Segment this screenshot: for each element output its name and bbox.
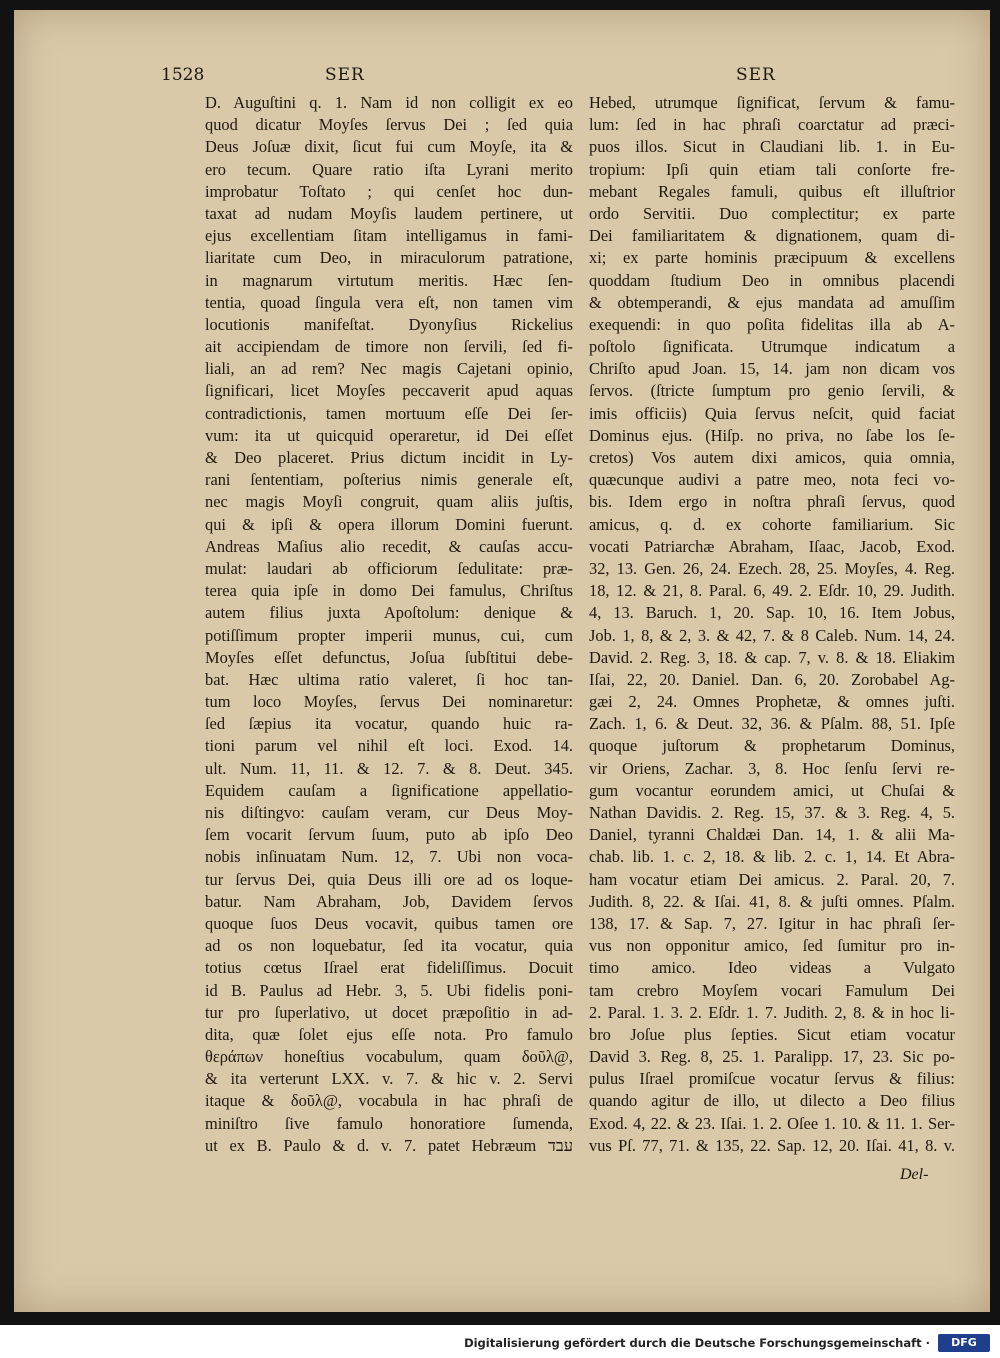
left-column-line: mulat: laudari ab officiorum ſedulitate: præ- (205, 558, 573, 578)
left-column-line: potiſſimum propter imperii munus, cui, cum (205, 625, 573, 645)
footer-credit-text: Digitalisierung gefördert durch die Deutsche Forschungsgemeinschaft · (464, 1336, 930, 1350)
right-column-line: Chriſto apud Joan. 15, 14. jam non dicam vos (589, 359, 955, 379)
right-column-line: 2. Paral. 1. 3. 2. Eſdr. 1. 7. Judith. 2, 8. & in hoc li- (589, 1002, 955, 1022)
left-column-line: taxat ad nudam Moyſis laudem pertinere, ut (205, 203, 573, 223)
left-column-line: ait accipiendam de timore non ſervili, ſed fi- (205, 337, 573, 357)
right-column-line: amicus, q. d. ex cohorte familiarium. Sic (589, 514, 955, 534)
right-column-line: 4, 13. Baruch. 1, 20. Sap. 10, 16. Item Jobus, (589, 603, 955, 623)
right-column-line: timo amico. Ideo videas a Vulgato (589, 958, 955, 978)
left-column-line: autem filius juxta Apoſtolum: denique & (205, 603, 573, 623)
right-column-line: quoque juſtorum & prophetarum Dominus, (589, 736, 955, 756)
right-column-line: quæcunque audivi a patre meo, nota feci vo- (589, 470, 955, 490)
right-column-line: 138, 17. & Sap. 7, 27. Igitur in hac phraſi ſer- (589, 913, 955, 933)
right-column-line: Iſai, 22, 20. Daniel. Dan. 6, 20. Zorobabel Ag- (589, 669, 955, 689)
dfg-logo-icon: DFG (938, 1334, 990, 1352)
right-column-line: tropium: Ipſi quin etiam tali conſorte fre- (589, 159, 955, 179)
left-column-line: miniſtro ſive famulo honoratiore ſumenda, (205, 1113, 573, 1133)
left-column-line: ſed ſæpius ita vocatur, quando huic ra- (205, 714, 573, 734)
right-column-line: Daniel, tyranni Chaldæi Dan. 14, 1. & alii Ma- (589, 825, 955, 845)
right-column-line: exequendi: in quo poſita fidelitas illa ab A- (589, 314, 955, 334)
left-column-line: ejus excellentiam ſitam intelligamus in fami- (205, 226, 573, 246)
left-column-line: tur pro ſuperlativo, ut docet præpoſitio in ad- (205, 1002, 573, 1022)
left-column-line: tum loco Moyſes, ſervus Dei nominaretur: (205, 692, 573, 712)
left-column-line: nis diſtingvo: cauſam veram, cur Deus Moy- (205, 803, 573, 822)
left-text-column (205, 92, 573, 1157)
left-column-line: in magnarum virtutum meritis. Hæc ſen- (205, 270, 573, 290)
running-head-left: SER (325, 65, 365, 85)
left-column-line: totius cœtus Iſrael erat fideliſſimus. Docuit (205, 958, 573, 978)
left-column-line: Deus Joſuæ dixit, ſicut fui cum Moyſe, ita & (205, 137, 573, 157)
left-column-line: Moyſes eſſet defunctus, Joſua ſubſtitui debe- (205, 647, 573, 667)
right-column-line: David 3. Reg. 8, 25. 1. Paralipp. 17, 23. Sic po- (589, 1047, 955, 1067)
left-column-line: & Deo placeret. Prius dictum incidit in Ly- (205, 448, 573, 467)
right-column-line: tam crebro Moyſem vocari Famulum Dei (589, 980, 955, 1000)
left-column-line: ut ex B. Paulo & d. v. 7. patet Hebræum עבד (205, 1135, 573, 1155)
right-column-line: David. 2. Reg. 3, 18. & cap. 7, v. 8. & 18. Eliakim (589, 647, 955, 667)
right-column-line: vir Oriens, Zachar. 3, 8. Hoc ſenſu ſervi re- (589, 758, 955, 778)
right-column-line: ſervos. (ſtricte ſumptum pro genio ſervili, & (589, 381, 955, 401)
left-column-line: contradictionis, tamen mortuum eſſe Dei ſer- (205, 403, 573, 423)
left-column-line: D. Auguſtini q. 1. Nam id non colligit ex eo (205, 93, 573, 112)
left-column-line: vum: ita ut quicquid operaretur, id Dei eſſet (205, 425, 573, 445)
left-column-line: batur. Nam Abraham, Job, Davidem ſervos (205, 891, 573, 911)
right-column-line: cretos) Vos autem dixi amicos, quia omnia, (589, 448, 955, 467)
left-column-line: Andreas Maſius alio recedit, & cauſas accu- (205, 536, 573, 556)
left-column-line: liaritate cum Deo, in miraculorum patratione, (205, 248, 573, 268)
right-column-line: chab. lib. 1. c. 2, 18. & lib. 2. c. 1, 14. Et Abra- (589, 847, 955, 867)
right-column-line: Dei familiaritatem & dignationem, quam di- (589, 226, 955, 246)
left-column-line: itaque & δοῦλ@, vocabula in hac phraſi de (205, 1091, 573, 1111)
left-column-line: dita, quæ ſolet ejus eſſe nota. Pro famulo (205, 1024, 573, 1044)
right-column-line: lum: ſed in hac phraſi coarctatur ad præci- (589, 115, 955, 135)
right-column-line: Job. 1, 8, & 2, 3. & 42, 7. & 8 Caleb. Num. 14, 24. (589, 625, 955, 645)
left-column-line: bat. Hæc ultima ratio valeret, ſi hoc tan- (205, 669, 573, 689)
right-column-line: bis. Idem ergo in noſtra phraſi ſervus, quod (589, 492, 955, 512)
right-column-line: vus non opponitur amico, ſed ſumitur pro in- (589, 936, 955, 956)
left-column-line: rani ſententiam, poſterius nimis generale eſt, (205, 470, 573, 490)
left-column-line: tioni parum vel nihil eſt loci. Exod. 14. (205, 736, 573, 756)
right-column-line: ham vocatur etiam Dei amicus. 2. Paral. 20, 7. (589, 869, 955, 889)
right-column-line: xi; ex parte hominis præcipuum & excellens (589, 248, 955, 268)
right-column-line: pulus Iſrael promiſcue vocatur ſervus & filius: (589, 1069, 955, 1089)
right-column-line: Exod. 4, 22. & 23. Iſai. 1. 2. Oſee 1. 10. & 11. 1. Ser- (589, 1113, 955, 1133)
page-number: 1528 (161, 65, 205, 85)
left-column-line: & ita verterunt LXX. v. 7. & hic v. 2. Servi (205, 1069, 573, 1089)
right-column-line: gæi 2, 24. Omnes Prophetæ, & omnes juſti. (589, 692, 955, 712)
right-column-line: 32, 13. Gen. 26, 24. Ezech. 28, 25. Moyſes, 4. Reg. (589, 558, 955, 578)
left-column-line: tentia, quoad ſingula vera eſt, non tamen vim (205, 292, 573, 312)
left-column-line: quod dicatur Moyſes ſervus Dei ; ſed quia (205, 115, 573, 135)
right-column-line: ordo Servitii. Duo complectitur; ex parte (589, 203, 955, 223)
left-column-line: id B. Paulus ad Hebr. 3, 5. Ubi fidelis poni- (205, 980, 573, 1000)
left-column-line: nobis inſinuatam Num. 12, 7. Ubi non voca- (205, 847, 573, 867)
right-column-line: imis officiis) Quia ſervus neſcit, quid faciat (589, 403, 955, 423)
left-column-line: θεράπων honeſtius vocabulum, quam δοῦλ@, (205, 1047, 573, 1067)
right-column-line: poſtolo ſignificata. Utrumque indicatum a (589, 337, 955, 357)
right-column-line: mebant Regales famuli, quibus eſt illuſtrior (589, 181, 955, 201)
right-column-line: Nathan Davidis. 2. Reg. 15, 37. & 3. Reg. 4, 5. (589, 803, 955, 822)
left-column-line: ad os non loquebatur, ſed ita vocatur, quia (205, 936, 573, 956)
left-column-line: ſignificari, licet Moyſes peccaverit apud aquas (205, 381, 573, 401)
right-column-line: quoddam ſtudium Deo in omnibus placendi (589, 270, 955, 290)
right-column-line: Zach. 1, 6. & Deut. 32, 36. & Pſalm. 88, 51. Ipſe (589, 714, 955, 734)
right-column-line: vus Pſ. 77, 71. & 135, 22. Sap. 12, 20. Iſai. 41, 8. v. (589, 1135, 955, 1155)
left-column-line: qui & ipſi & opera illorum Domini fuerunt. (205, 514, 573, 534)
left-column-line: ult. Num. 11, 11. & 12. 7. & 8. Deut. 345. (205, 758, 573, 778)
right-text-column (589, 92, 955, 1157)
left-column-line: ero tecum. Quare ratio iſta Lyrani merito (205, 159, 573, 179)
right-column-line: Judith. 8, 22. & Iſai. 41, 8. & juſti omnes. Pſalm. (589, 891, 955, 911)
right-column-line: Hebed, utrumque ſignificat, ſervum & famu- (589, 93, 955, 112)
right-column-line: vocati Patriarchæ Abraham, Iſaac, Jacob, Exod. (589, 536, 955, 556)
right-column-line: gum vocantur eorundem amici, ut Chuſai & (589, 780, 955, 800)
left-column-line: Equidem cauſam a ſignificatione appellatio- (205, 780, 573, 800)
right-column-line: puos illos. Sicut in Claudiani lib. 1. in Eu- (589, 137, 955, 157)
right-column-line: quando agitur de illo, ut dilecto a Deo filius (589, 1091, 955, 1111)
right-column-line: & obtemperandi, & ejus mandata ad amuſſim (589, 292, 955, 312)
digitization-footer (0, 1334, 1000, 1358)
running-head-right: SER (736, 65, 776, 85)
left-column-line: terea quia ipſe in domo Dei famulus, Chriſtus (205, 581, 573, 601)
left-column-line: nec magis Moyſi congruit, quam aliis juſtis, (205, 492, 573, 512)
right-column-line: 18, 12. & 21, 8. Paral. 6, 49. 2. Eſdr. 10, 29. Judith. (589, 581, 955, 601)
left-column-line: improbatur Toſtato ; qui cenſet hoc dun- (205, 181, 573, 201)
right-column-line: bro Joſue plus ſepties. Sicut etiam vocatur (589, 1024, 955, 1044)
left-column-line: ſem vocarit ſervum ſuum, puto ab ipſo Deo (205, 825, 573, 845)
left-column-line: liali, an ad rem? Nec magis Cajetani opinio, (205, 359, 573, 379)
left-column-line: tur ſervus Dei, quia Deus illi ore ad os loque- (205, 869, 573, 889)
right-column-line: Dominus ejus. (Hiſp. no priva, no ſabe los ſe- (589, 425, 955, 445)
catchword: Del- (900, 1166, 929, 1183)
left-column-line: locutionis manifeſtat. Dyonyſius Rickelius (205, 314, 573, 334)
left-column-line: quoque ſuos Deus vocavit, quibus tamen ore (205, 913, 573, 933)
